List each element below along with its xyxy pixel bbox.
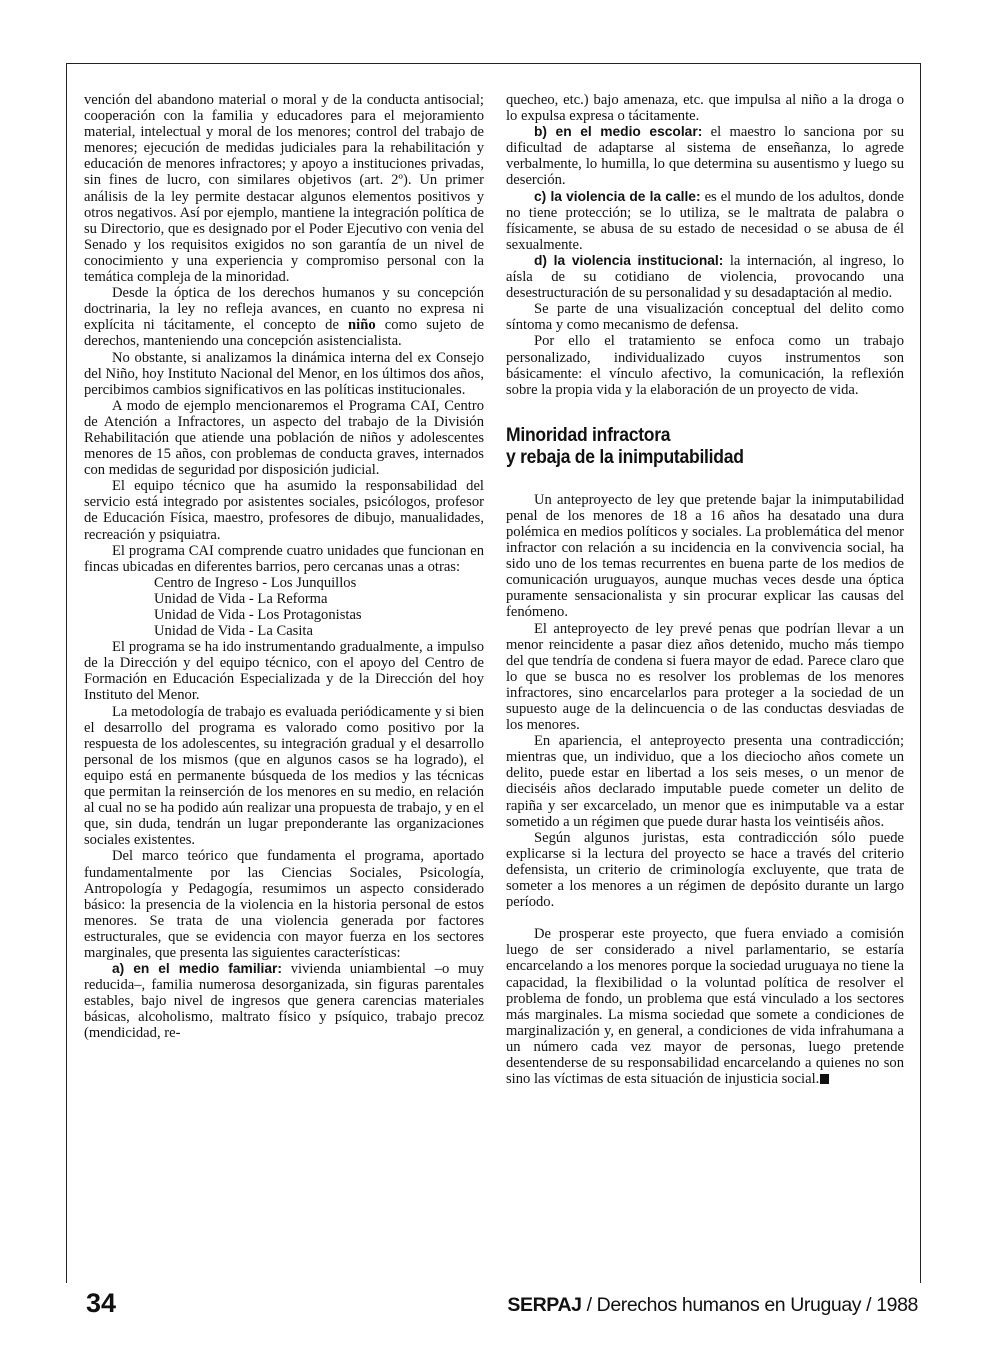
- list-item: Centro de Ingreso - Los Junquillos: [154, 574, 357, 591]
- item-label: a) en el medio familiar:: [112, 961, 282, 977]
- end-of-article-icon: [820, 1074, 829, 1084]
- bold-term: niño: [348, 317, 376, 334]
- list-item: Unidad de Vida - La Reforma: [154, 590, 328, 607]
- item-label: c) la violencia de la calle:: [534, 188, 701, 204]
- paragraph: [506, 124, 904, 188]
- paragraph: El programa CAI comprende cuatro unidades que funcionan en fincas ubicadas en diferentes barrios, pero cercanas unas a otras:: [84, 542, 484, 575]
- list-item: Unidad de Vida - Los Protagonistas: [154, 607, 362, 623]
- paragraph: Según algunos juristas, esta contradicción sólo puede explicarse si la lectura del proyecto se hace a través del criterio defensista, un criterio de criminología excluyente, que trata de someter a los menores a un régimen de depósito durante un largo período.: [506, 829, 904, 911]
- paragraph: [506, 926, 904, 1087]
- paragraph: [506, 253, 904, 301]
- text-run: De prosperar este proyecto, que fuera enviado a comisión luego de ser considerado a nivel parlamentario, se estaría encarcelando a los menores porque la sociedad uruguaya no tiene la capacidad, la flexibilidad o la voluntad política de resolver el problema de fondo, un problema que está vinculado a los sectores más marginales. La misma sociedad que somete a condiciones de marginalización y, en general, a condiciones de vida infrahumana a un número cada vez mayor de personas, luego pretende desentenderse de su responsabilidad encarcelando a quienes no son sino las víctimas de esta situación de injusticia social.: [506, 926, 904, 1088]
- heading-line: y rebaja de la inimputabilidad: [506, 445, 744, 468]
- paragraph: Del marco teórico que fundamenta el programa, aportado fundamentalmente por las Ciencias Sociales, Psicología, Antropología y Pedagogía, resumimos un aspecto considerado básico: la presencia de la violencia en la historia personal de estos menores. Se trata de una violencia generada por factores estructurales, que se evidencia con mayor fuerza en los sectores marginales, que presenta las siguientes características:: [84, 848, 484, 961]
- paragraph: vención del abandono material o moral y de la conducta antisocial; cooperación con la familia y educadores para el mejoramiento material, intelectual y moral de los menores; control del trabajo de menores; ejecución de medidas judiciales para la rehabilitación y educación de menores infractores; y apoyo a instituciones privadas, sin fines de lucro, con similares objetivos (art. 2º). Un primer análisis de la ley permite destacar algunos elementos positivos y otros negativos. Así por ejemplo, mantiene la integración política de su Directorio, que es designado por el Poder Ejecutivo con venia del Senado y los requisitos exigidos no son garantía de un nivel de conocimiento y una experiencia y compromiso personal con la temática compleja de la minoridad.: [84, 92, 484, 286]
- item-label: d) la violencia institucional:: [534, 252, 724, 268]
- paragraph: El anteproyecto de ley prevé penas que podrían llevar a un menor reincidente a pasar diez años detenido, mucho más tiempo del que tendría de condena si fuera mayor de edad. Parece claro que lo que se busca no es resolver los problemas de los menores infractores, sino encarcelarlos para proteger a la sociedad de un supuesto auge de la delincuencia o de las conductas desviadas de los menores.: [506, 620, 904, 734]
- right-column: [506, 92, 904, 1087]
- text-run: vivienda uniambiental –o muy reducida–, familia numerosa desorganizada, sin figuras parentales estables, bajo nivel de ingresos que genera carencias materiales básicas, alcoholismo, maltrato físico y psíquico, trabajo precoz (mendicidad, re-: [84, 961, 484, 1042]
- paragraph: [506, 189, 904, 253]
- paragraph: Se parte de una visualización conceptual del delito como síntoma y como mecanismo de defensa.: [506, 301, 904, 334]
- page-number: 34: [86, 1288, 117, 1318]
- list-item: Unidad de Vida - La Casita: [154, 623, 313, 640]
- paragraph: A modo de ejemplo mencionaremos el Programa CAI, Centro de Atención a Infractores, un aspecto del trabajo de la División Rehabilitación que atiende una población de niños y adolescentes menores de 15 años, con problemas de conducta graves, internados con medidas de seguridad por disposición judicial.: [84, 397, 484, 479]
- text-run: la internación, al ingreso, lo aísla de su cotidiano de violencia, provocando una desestructuración de su personalidad y su desadaptación al medio.: [506, 252, 904, 302]
- paragraph: El programa se ha ido instrumentando gradualmente, a impulso de la Dirección y del equipo técnico, con el apoyo del Centro de Formación en Educación Especializada y de la Dirección del hoy Instituto del Menor.: [84, 639, 484, 704]
- paragraph: El equipo técnico que ha asumido la responsabilidad del servicio está integrado por asistentes sociales, psicólogos, profesor de Educación Física, maestro, profesores de dibujo, manualidades, recreación y psiquiatra.: [84, 478, 484, 543]
- text-run: como sujeto de derechos, manteniendo una concepción asistencialista.: [84, 317, 484, 350]
- paragraph: No obstante, si analizamos la dinámica interna del ex Consejo del Niño, hoy Instituto Nacional del Menor, en los últimos dos años, percibimos cambios significativos en las políticas institucionales.: [84, 349, 484, 398]
- paragraph: La metodología de trabajo es evaluada periódicamente y si bien el desarrollo del programa es valorado como positivo por la respuesta de los adolescentes, su integración gradual y el desarrollo personal de los mismos (que en algunos casos se ha logrado), el equipo está en permanente búsqueda de los medios y las técnicas que permitan la reinserción de los menores en su medio, en relación al cual no se ha podido aún realizar una propuesta de trabajo, y en el que, sin duda, tendrán un lugar preponderante las organizaciones sociales existentes.: [84, 703, 484, 849]
- paragraph: Por ello el tratamiento se enfoca como un trabajo personalizado, individualizado cuyos instrumentos son básicamente: el vínculo afectivo, la comunicación, la reflexión sobre la propia vida y la elaboración de un proyecto de vida.: [506, 333, 904, 398]
- paragraph: [84, 961, 484, 1041]
- publisher-name: SERPAJ: [507, 1294, 582, 1316]
- publication-title: / Derechos humanos en Uruguay / 1988: [581, 1294, 918, 1316]
- item-label: b) en el medio escolar:: [534, 124, 703, 140]
- paragraph: [84, 285, 484, 349]
- centers-list: [154, 575, 484, 639]
- left-column: [84, 92, 484, 1042]
- running-footer: [507, 1294, 918, 1317]
- text-run: es el mundo de los adultos, donde no tiene protección; se lo utiliza, se le maltrata de palabra o físicamente, se abusa de su estado de necesidad o se abusa de él sexualmente.: [506, 188, 904, 253]
- text-run: Desde la óptica de los derechos humanos y su concepción doctrinaria, la ley no refleja avances, en cuanto no expresa ni explícita ni tácitamente, el concepto de: [84, 285, 484, 334]
- paragraph: Un anteproyecto de ley que pretende bajar la inimputabilidad penal de los menores de 18 a 16 años ha desatado una dura polémica en medios políticos y sociales. La problemática del menor infractor con relación a su incidencia en la convivencia social, ha sido uno de los temas recurrentes en buena parte de los medios de comunicación uruguayos, aunque muchas veces desde una óptica puramente sensacionalista y sin procurar explicar las causas del fenómeno.: [506, 491, 904, 621]
- heading-line: Minoridad infractora: [506, 423, 671, 446]
- text-run: el maestro lo sanciona por su dificultad de adaptarse al sistema de enseñanza, lo agrede verbalmente, lo humilla, lo que determina su ausentismo y luego su deserción.: [506, 124, 904, 189]
- section-heading: [506, 424, 864, 468]
- paragraph: quecheo, etc.) bajo amenaza, etc. que impulsa al niño a la droga o lo expulsa expresa o tácitamente.: [506, 92, 904, 125]
- paragraph: En apariencia, el anteproyecto presenta una contradicción; mientras que, un individuo, que a los dieciocho años comete un delito, puede estar en libertad a los seis meses, o un menor de dieciséis años declarado imputable puede cometer un delito de rapiña y ser excarcelado, un menor que es inimputable va a estar sometido a un régimen que puede durar hasta los veintiséis años.: [506, 733, 904, 830]
